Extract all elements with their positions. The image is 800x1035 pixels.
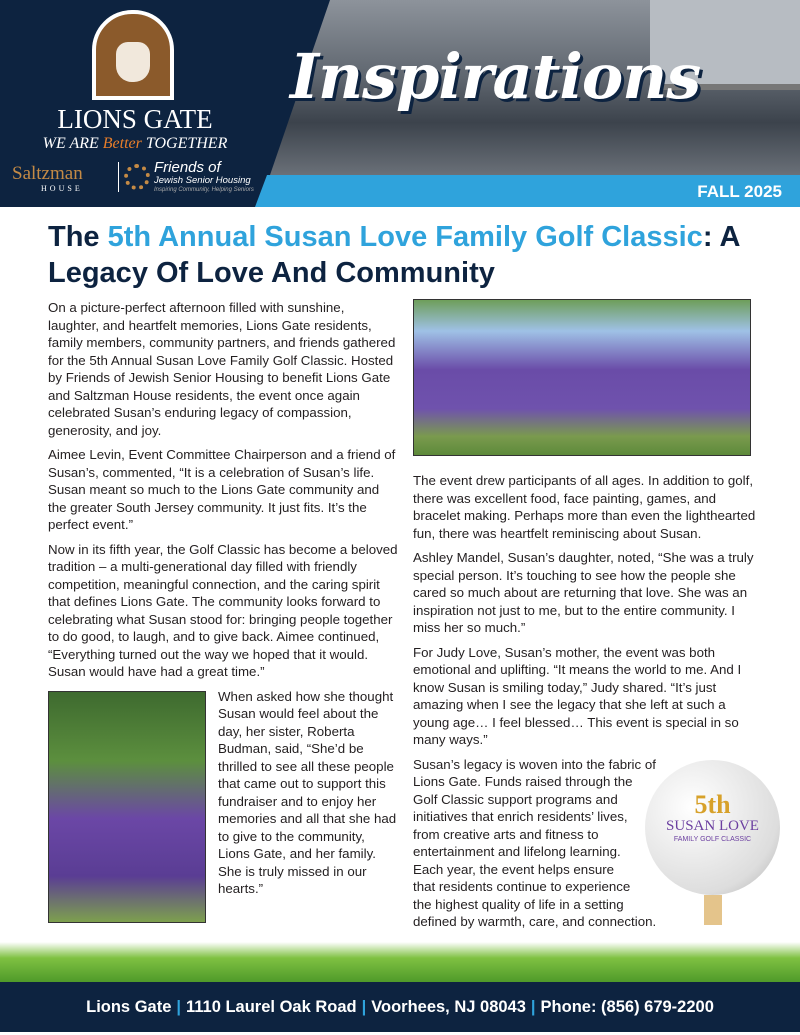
season-label: FALL 2025 xyxy=(697,182,782,201)
friends-sub: Jewish Senior Housing xyxy=(154,175,251,186)
footer-city: Voorhees, NJ 08043 xyxy=(371,997,526,1016)
paragraph: Now in its fifth year, the Golf Classic has become a beloved tradition – a multi-generational day filled with friendly competition, meaningful connection, and the caring spirit that defines Lions Gate. The community looks forward to celebrating what Susan stood for: bringing people together to do good, to laugh, and to give back. Aimee continued, “Everything turned out the way we hoped that it would. Susan would have had a great time.” xyxy=(48,541,398,679)
article-title xyxy=(48,219,760,291)
article-columns xyxy=(48,299,760,938)
brand-name: LIONS GATE xyxy=(57,104,213,134)
divider: | xyxy=(176,997,181,1016)
paragraph: Susan’s legacy is woven into the fabric of Lions Gate. Funds raised through the Golf Classic support programs and initiatives that enrich residents’ lives, from creative arts and fitness to entertainment and lifelong learning. Each year, the event helps ensure that residents continue to experience the highest quality of life in a setting defined by warmth, care, and connection. xyxy=(413,756,657,929)
paragraph: For Judy Love, Susan’s mother, the event was both emotional and uplifting. “It means the world to me. And I know Susan is smiling today,” Judy shared. “It’s just amazing when I see the legacy that she left at such a young age… I feel blessed… This event is special in so many ways.” xyxy=(413,644,742,747)
ball-number: 5th xyxy=(694,789,731,819)
kids-cotton-candy-photo xyxy=(48,691,206,923)
title-pre: The xyxy=(48,221,108,253)
article xyxy=(0,207,800,938)
saltzman-sub: HOUSE xyxy=(41,184,83,193)
right-column xyxy=(413,299,760,938)
divider: | xyxy=(361,997,367,1016)
golf-ball xyxy=(645,760,780,895)
tagline xyxy=(0,134,270,154)
footer-name: Lions Gate xyxy=(86,997,172,1016)
group-photo xyxy=(413,299,751,456)
saltzman-logo xyxy=(12,164,83,194)
paragraph: The event drew participants of all ages. In addition to golf, there was excellent food, face painting, games, and bracelet making. Perhaps more than even the lighthearted fun, there was heartfelt reminiscing about Susan. xyxy=(413,473,756,541)
grass-decoration xyxy=(0,942,800,982)
footer-contact xyxy=(0,982,800,1032)
friends-name: Friends of xyxy=(154,159,221,176)
friends-star-icon xyxy=(124,164,150,190)
lion-logo-icon xyxy=(92,10,174,100)
paragraph: On a picture-perfect afternoon filled with sunshine, laughter, and heartfelt memories, Lions Gate residents, family members, community partners, and friends gathered for the 5th Annual Susan Love Family Golf Classic. Hosted by Friends of Jewish Senior Housing to benefit Lions Gate and Saltzman House residents, the event once again celebrated Susan’s enduring legacy of compassion, generosity, and joy. xyxy=(48,300,396,438)
paragraph: When asked how she thought Susan would feel about the day, her sister, Roberta Budman, said, “She’d be thrilled to see all these people that came out to support this fundraiser and to enjoy her memories and all that she had to give to the community, Lions Gate, and her family. She is truly missed in our hearts.” xyxy=(218,688,397,896)
tagline-em: Better xyxy=(102,135,142,152)
friends-tagline: Inspiring Community, Helping Seniors xyxy=(154,187,254,193)
golf-ball-logo xyxy=(645,760,780,925)
paragraph: Aimee Levin, Event Committee Chairperson and a friend of Susan’s, commented, “It is a celebration of Susan’s life. Susan meant so much to the Lions Gate community and the greater South Jersey community. It just fits. It’s the perfect event.” xyxy=(48,447,396,532)
paragraph: Ashley Mandel, Susan’s daughter, noted, “She was a truly special person. It’s touching to see how the people she cared so much about are returning that love. She was an inspiration not just to me, but to the entire community. I miss her so much.” xyxy=(413,550,754,635)
title-highlight: 5th Annual Susan Love Family Golf Classic xyxy=(107,221,703,253)
masthead-header xyxy=(0,0,800,207)
footer-address: 1110 Laurel Oak Road xyxy=(186,997,357,1016)
golf-tee xyxy=(704,895,722,925)
lion-face xyxy=(116,42,150,82)
masthead-title: Inspirations xyxy=(290,40,701,113)
divider: | xyxy=(530,997,536,1016)
ball-sub: FAMILY GOLF CLASSIC xyxy=(673,835,752,843)
friends-logo xyxy=(154,160,254,194)
tagline-pre: WE ARE xyxy=(42,135,103,152)
saltzman-name: Saltzman xyxy=(12,163,83,184)
tagline-post: TOGETHER xyxy=(141,135,228,152)
logo-divider xyxy=(118,162,119,192)
title-post: : A Legacy Of Love And Community xyxy=(48,221,740,289)
left-column xyxy=(48,299,398,927)
ball-name: SUSAN LOVE xyxy=(666,817,759,834)
footer-phone: Phone: (856) 679-2200 xyxy=(540,997,714,1016)
